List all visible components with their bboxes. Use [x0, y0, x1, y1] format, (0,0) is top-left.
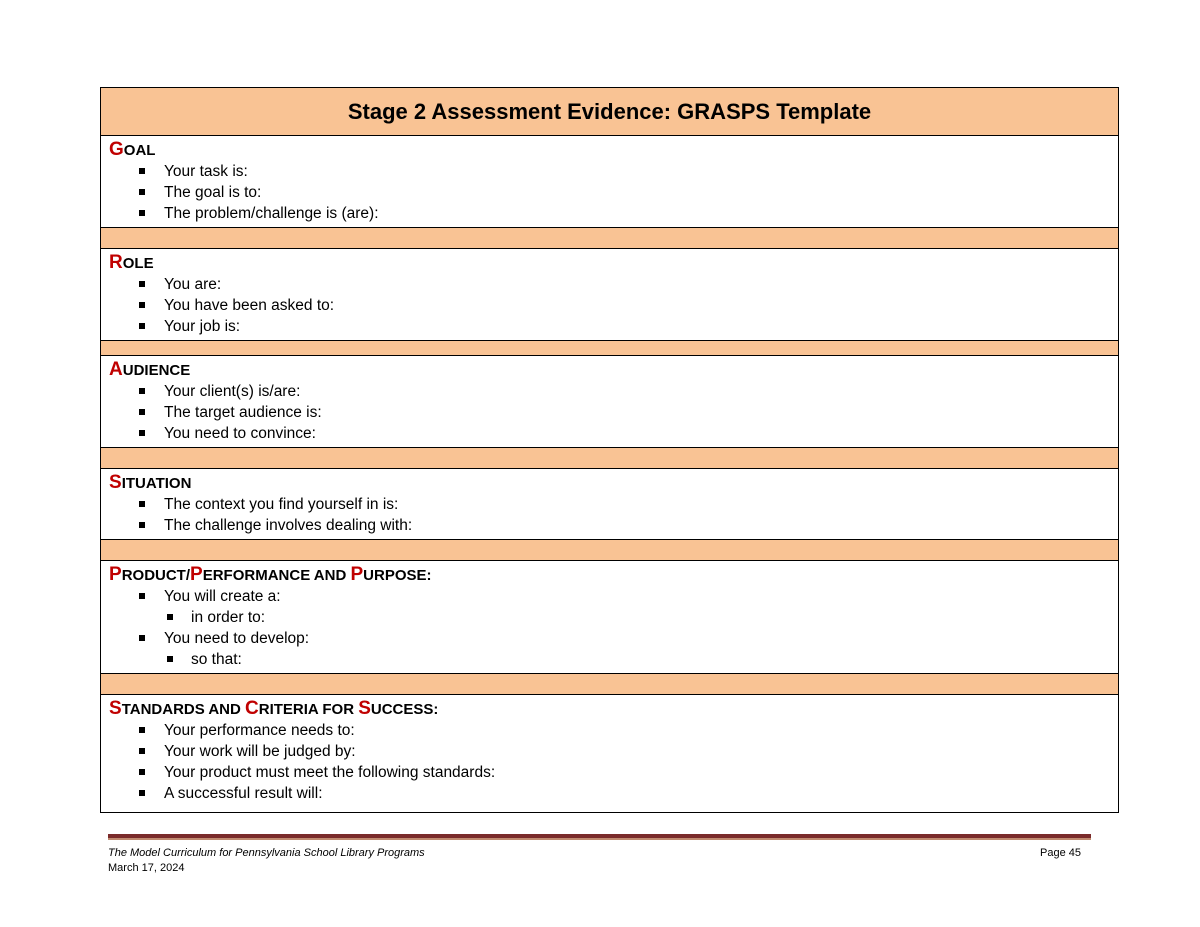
list-item: Your performance needs to:: [109, 720, 1110, 741]
grasps-table: [100, 87, 1119, 813]
page-number: Page 45: [1040, 847, 1081, 859]
list-item: The context you find yourself in is:: [109, 494, 1110, 515]
section-heading-product: PRODUCT/PERFORMANCE AND PURPOSE:: [109, 564, 432, 585]
footer-source: [108, 846, 425, 876]
section-goal: [101, 136, 1119, 228]
section-heading-audience: AUDIENCE: [109, 359, 191, 380]
section-heading-situation: SITUATION: [109, 472, 192, 493]
list-item: Your job is:: [109, 316, 1110, 337]
list-item: You have been asked to:: [109, 295, 1110, 316]
footer-date: March 17, 2024: [108, 862, 185, 874]
footer-divider: [108, 834, 1091, 840]
list-item: You need to convince:: [109, 423, 1110, 444]
section-situation: [101, 469, 1119, 540]
list-item: Your work will be judged by:: [109, 741, 1110, 762]
list-item: Your product must meet the following standards:: [109, 762, 1110, 783]
list-item: Your task is:: [109, 161, 1110, 182]
section-divider: [101, 540, 1119, 561]
list-item: The problem/challenge is (are):: [109, 203, 1110, 224]
footer-source-title: The Model Curriculum for Pennsylvania School Library Programs: [108, 847, 425, 859]
section-role: [101, 249, 1119, 341]
list-item: A successful result will:: [109, 783, 1110, 804]
section-divider: [101, 674, 1119, 695]
list-subitem: so that:: [109, 649, 1110, 670]
list-item: The challenge involves dealing with:: [109, 515, 1110, 536]
list-item: You are:: [109, 274, 1110, 295]
section-standards-criteria: [101, 695, 1119, 813]
table-title: Stage 2 Assessment Evidence: GRASPS Template: [101, 88, 1119, 136]
list-subitem: in order to:: [109, 607, 1110, 628]
section-heading-goal: GOAL: [109, 139, 156, 160]
section-product-performance-purpose: [101, 561, 1119, 674]
section-heading-role: ROLE: [109, 252, 154, 273]
list-item: You will create a:: [109, 586, 1110, 607]
section-divider: [101, 448, 1119, 469]
list-item: The goal is to:: [109, 182, 1110, 203]
section-divider: [101, 228, 1119, 249]
section-audience: [101, 356, 1119, 448]
list-item: You need to develop:: [109, 628, 1110, 649]
list-item: Your client(s) is/are:: [109, 381, 1110, 402]
section-divider: [101, 341, 1119, 356]
list-item: The target audience is:: [109, 402, 1110, 423]
section-heading-standards: STANDARDS AND CRITERIA FOR SUCCESS:: [109, 698, 439, 719]
